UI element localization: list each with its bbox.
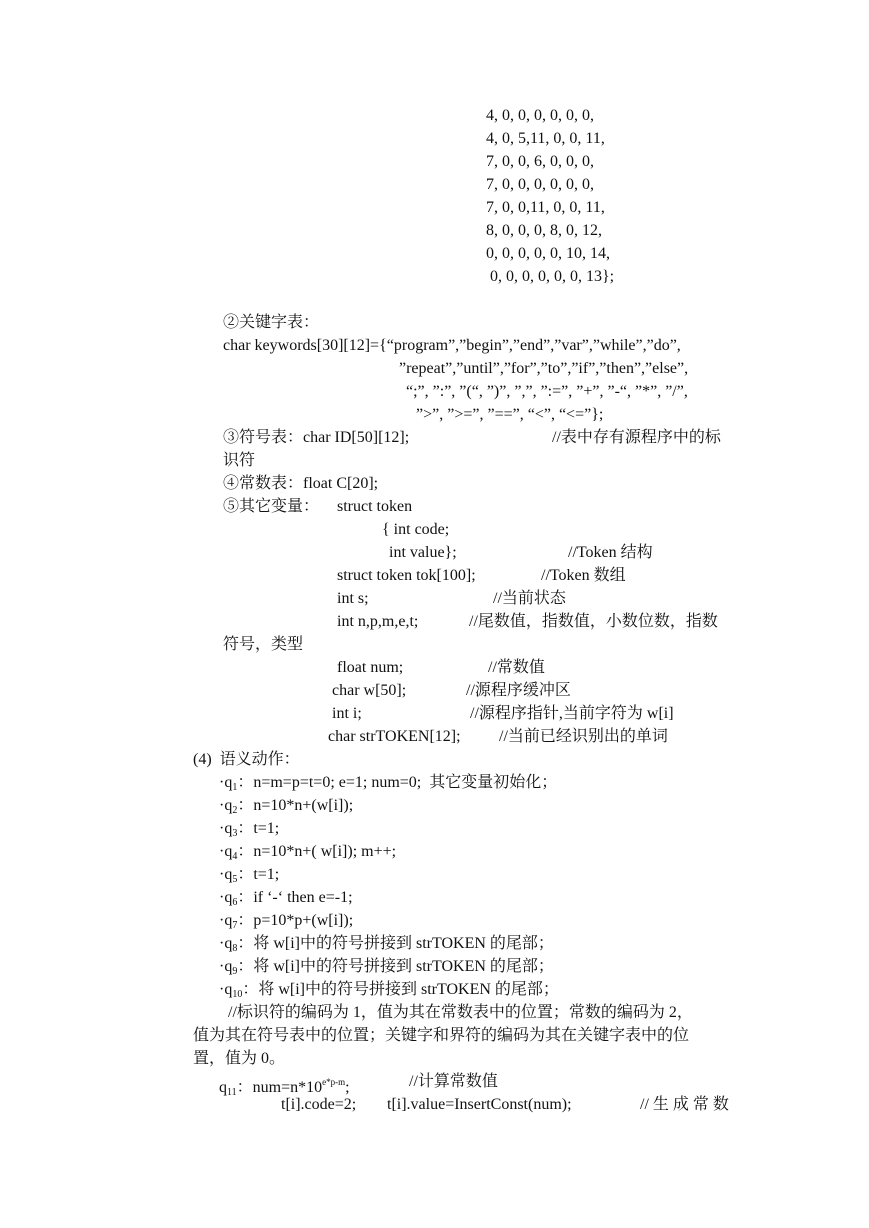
- code-comment: //当前状态: [493, 590, 566, 607]
- paragraph-line: 置，值为 0。: [193, 1050, 286, 1067]
- matrix-row: 4, 0, 0, 0, 0, 0, 0,: [486, 107, 594, 124]
- keyword-line: ”>”, ”>=”, ”==”, “<”, “<=”};: [416, 406, 604, 423]
- var-declaration: int s;: [337, 590, 369, 607]
- keyword-line: char keywords[30][12]={“program”,”begin”,”end”,”var”,”while”,”do”,: [223, 337, 681, 354]
- symbol-table-comment: //表中存有源程序中的标: [552, 429, 721, 446]
- code-comment: //源程序缓冲区: [466, 682, 571, 699]
- symbol-table-code: ③符号表：char ID[50][12];: [223, 429, 410, 446]
- struct-field: int value};: [389, 544, 457, 561]
- matrix-row: 7, 0, 0, 0, 0, 0, 0,: [486, 176, 594, 193]
- var-declaration: int n,p,m,e,t;: [337, 613, 419, 630]
- matrix-row: 4, 0, 5,11, 0, 0, 11,: [486, 130, 605, 147]
- action-item: $\cdot q_8$：将 w[i]中的符号拼接到 strTOKEN 的尾部；: [219, 935, 554, 954]
- action-item: $\cdot q_7$：p=10*p+(w[i]);: [219, 912, 354, 931]
- action-item: $\cdot q_5$：t=1;: [219, 866, 280, 885]
- matrix-row: 8, 0, 0, 0, 8, 0, 12,: [486, 222, 602, 239]
- var-declaration: int i;: [332, 705, 362, 722]
- keyword-heading: ②关键字表：: [223, 314, 320, 331]
- action-item-q11: $q_{11}$：$num=n*10^{e*p-m}$;: [219, 1077, 350, 1098]
- struct-head: struct token: [337, 498, 413, 515]
- var-declaration: struct token tok[100];: [337, 567, 476, 584]
- code-comment: // 生 成 常 数: [640, 1096, 729, 1113]
- code-comment: //源程序指针,当前字符为 w[i]: [470, 705, 674, 722]
- action-item: $\cdot q_4$：n=10*n+( w[i]); m++;: [219, 843, 397, 862]
- const-table: ④常数表：float C[20];: [223, 475, 379, 492]
- section-heading: (4) 语义动作：: [193, 751, 300, 768]
- action-item: $\cdot q_2$：n=10*n+(w[i]);: [219, 797, 354, 816]
- matrix-row: 0, 0, 0, 0, 0, 0, 13};: [486, 268, 615, 285]
- code-comment: //计算常数值: [409, 1073, 498, 1090]
- code-comment: //常数值: [488, 659, 545, 676]
- var-declaration: float num;: [337, 659, 404, 676]
- symbol-table-wrap: 识符: [223, 452, 256, 469]
- action-item: $\cdot q_3$：t=1;: [219, 820, 280, 839]
- paragraph-line: 值为其在符号表中的位置；关键字和界符的编码为其在关键字表中的位: [193, 1027, 690, 1044]
- code-comment: //当前已经识别出的单词: [499, 728, 668, 745]
- struct-field: { int code;: [382, 521, 450, 538]
- code-comment: 符号，类型: [223, 636, 304, 653]
- var-declaration: char strTOKEN[12];: [328, 728, 461, 745]
- other-vars-label: ⑤其它变量：: [223, 498, 320, 515]
- code-comment: //尾数值，指数值，小数位数，指数: [469, 613, 718, 630]
- matrix-row: 7, 0, 0,11, 0, 0, 11,: [486, 199, 605, 216]
- matrix-row: 7, 0, 0, 6, 0, 0, 0,: [486, 153, 594, 170]
- code-comment: //Token 结构: [568, 544, 653, 561]
- code-statement: t[i].value=InsertConst(num);: [387, 1096, 572, 1113]
- var-declaration: char w[50];: [332, 682, 407, 699]
- code-comment: //Token 数组: [541, 567, 626, 584]
- paragraph-line: //标识符的编码为 1，值为其在常数表中的位置；常数的编码为 2，: [228, 1004, 693, 1021]
- action-item: $\cdot q_6$：if ‘-‘ then e=-1;: [219, 889, 353, 908]
- action-item: $\cdot q_9$：将 w[i]中的符号拼接到 strTOKEN 的尾部；: [219, 958, 554, 977]
- action-item: $\cdot q_1$：n=m=p=t=0; e=1; num=0; 其它变量初始化；: [219, 774, 558, 793]
- action-item: $\cdot q_{10}$：将 w[i]中的符号拼接到 strTOKEN 的尾部；: [219, 981, 559, 1000]
- keyword-line: ”repeat”,”until”,”for”,”to”,”if”,”then”,”else”,: [399, 360, 689, 377]
- code-statement: t[i].code=2;: [281, 1096, 357, 1113]
- matrix-row: 0, 0, 0, 0, 0, 10, 14,: [486, 245, 610, 262]
- keyword-line: “;”, ”:”, ”(“, ”)”, ”,”, ”:=”, ”+”, ”-“, ”*”, ”/”,: [406, 383, 688, 400]
